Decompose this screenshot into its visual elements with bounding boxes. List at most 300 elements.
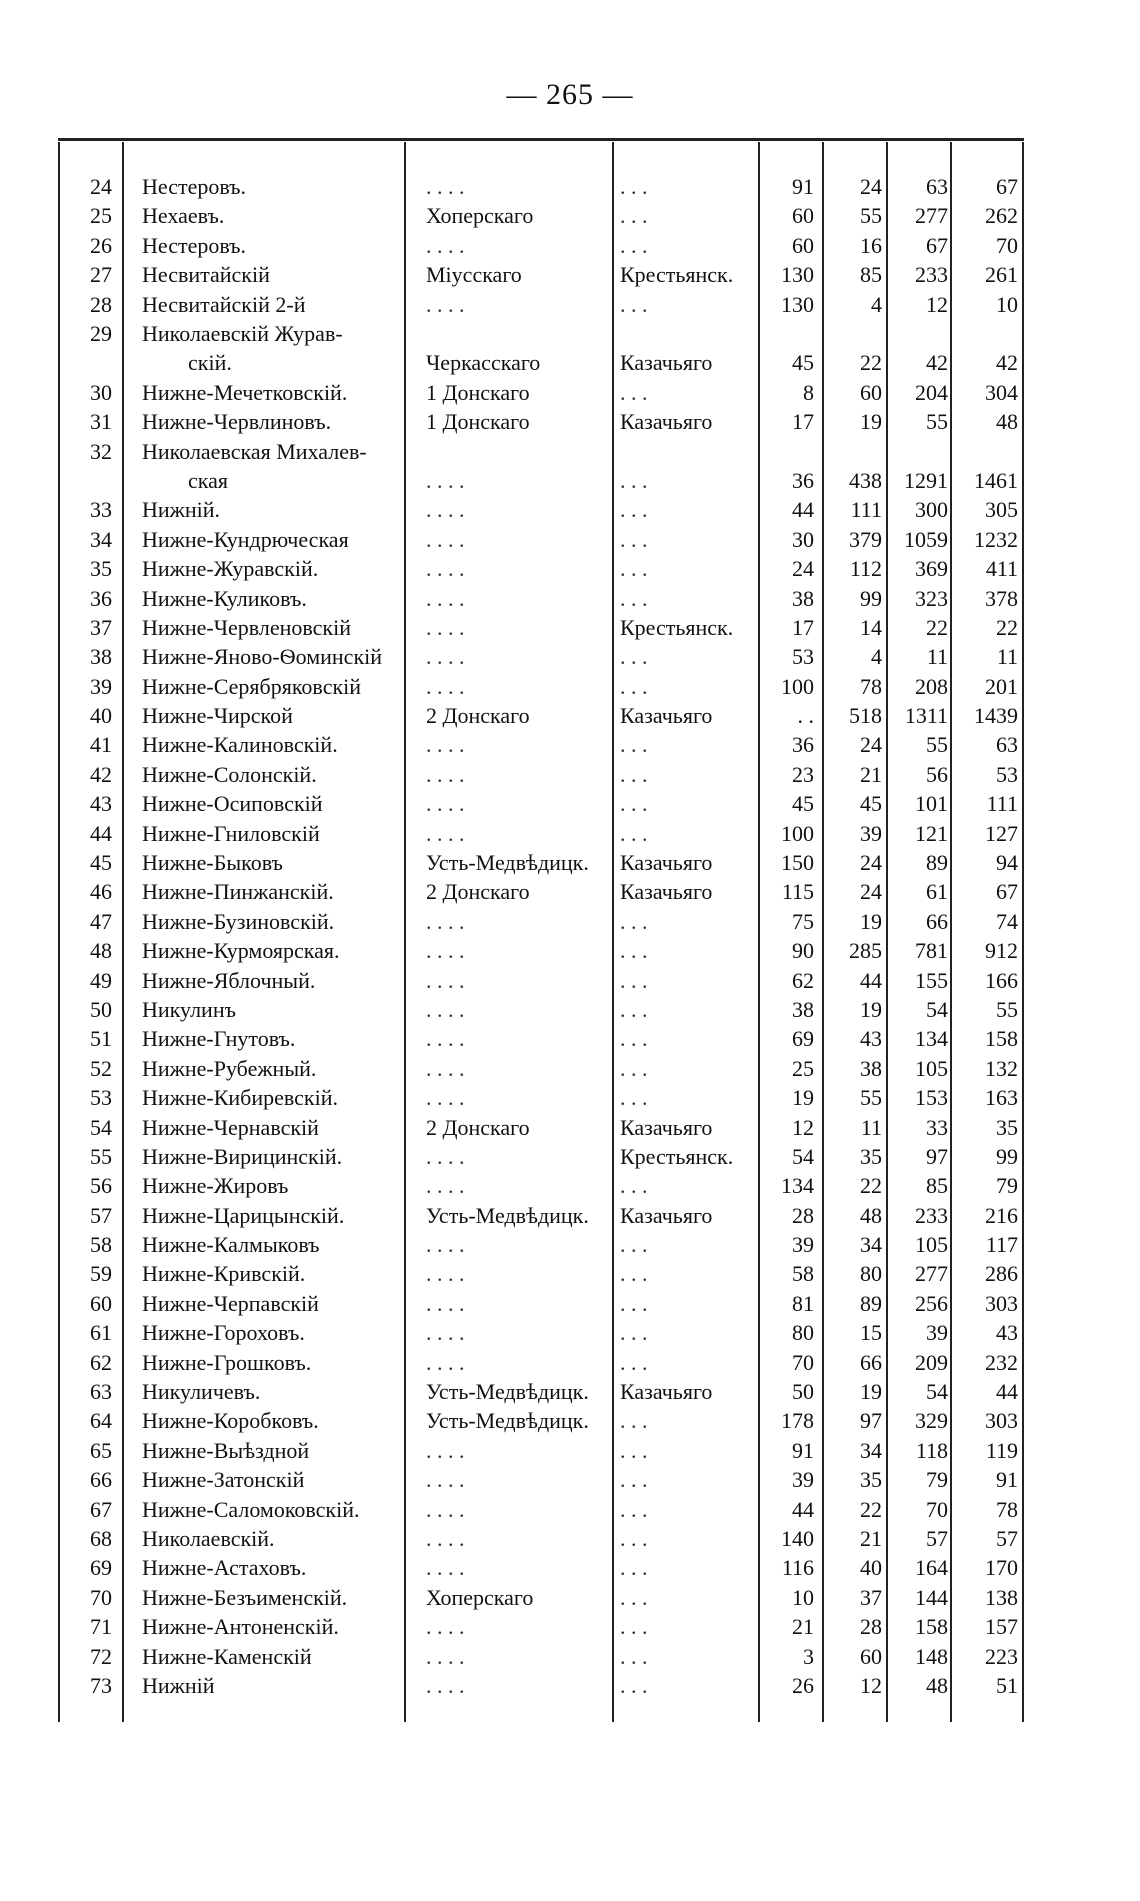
value-col-3: 1311 (904, 703, 948, 729)
value-col-2: 438 (849, 467, 882, 493)
district-name: . . . . (426, 614, 465, 640)
table-row (58, 1171, 1024, 1200)
district-name: . . . . (426, 820, 465, 846)
value-col-4: 35 (996, 1114, 1018, 1140)
settlement-name: Нижне-Выѣздной (142, 1437, 310, 1463)
settlement-name (142, 437, 442, 496)
table-row (58, 1553, 1024, 1582)
value-col-4: 11 (996, 644, 1018, 670)
settlement-class: . . . (620, 497, 648, 523)
settlement-class: . . . (620, 938, 648, 964)
value-col-2: 40 (860, 1555, 882, 1581)
table-row (58, 1259, 1024, 1288)
value-col-3: 277 (915, 203, 948, 229)
settlement-name: Нижне-Пинжанскій. (142, 879, 334, 905)
value-col-4: 216 (985, 1202, 1018, 1228)
row-number: 73 (90, 1672, 112, 1698)
table-body (58, 172, 1024, 1700)
value-col-1: 116 (781, 1555, 814, 1581)
value-col-1: 58 (792, 1261, 814, 1287)
table-row (58, 1024, 1024, 1053)
value-col-4: 43 (996, 1320, 1018, 1346)
district-name: . . . . (426, 1261, 465, 1287)
value-col-3: 153 (915, 1085, 948, 1111)
value-col-2: 24 (860, 879, 882, 905)
settlement-class: Казачьяго (620, 409, 713, 435)
value-col-3: 1059 (904, 526, 948, 552)
settlement-class: . . . (620, 203, 648, 229)
district-name: . . . . (426, 732, 465, 758)
district-name: . . . . (426, 526, 465, 552)
settlement-name: Нижне-Гниловскій (142, 820, 320, 846)
value-col-1: 10 (792, 1584, 814, 1610)
settlement-name-line-1: Николаевская Михалев- (142, 438, 367, 464)
settlement-name: Нижне-Черпавскій (142, 1290, 319, 1316)
settlement-class: . . . (620, 1496, 648, 1522)
settlement-name: Несвитайскій (142, 262, 270, 288)
table-top-rule (58, 138, 1024, 141)
table-row (58, 319, 1024, 378)
table-row (58, 378, 1024, 407)
value-col-4: 201 (985, 673, 1018, 699)
settlement-class: . . . (620, 732, 648, 758)
value-col-2: 97 (860, 1408, 882, 1434)
row-number: 43 (90, 791, 112, 817)
value-col-3: 67 (926, 232, 948, 258)
value-col-3: 233 (915, 262, 948, 288)
value-col-4: 117 (985, 1232, 1018, 1258)
table-row (58, 1113, 1024, 1142)
value-col-3: 57 (926, 1526, 948, 1551)
settlement-name: Нижне-Гнутовъ. (142, 1026, 296, 1052)
district-name: . . . . (426, 1614, 465, 1640)
settlement-class: . . . (620, 1085, 648, 1111)
value-col-2: 48 (860, 1202, 882, 1228)
value-col-4: 91 (996, 1467, 1018, 1493)
settlement-class: . . . (620, 1643, 648, 1669)
value-col-2: 43 (860, 1026, 882, 1052)
value-col-3: 54 (926, 1379, 948, 1405)
settlement-name: Нижне-Чернавскій (142, 1114, 319, 1140)
value-col-1: 130 (781, 291, 814, 317)
value-col-1: 70 (792, 1349, 814, 1375)
value-col-2: 19 (860, 409, 882, 435)
value-col-1: 60 (792, 203, 814, 229)
row-number: 58 (90, 1232, 112, 1258)
district-name: . . . . (426, 232, 465, 258)
value-col-2: 35 (860, 1143, 882, 1169)
settlement-class: . . . (620, 232, 648, 258)
value-col-3: 323 (915, 585, 948, 611)
value-col-1: 24 (792, 556, 814, 582)
settlement-class: . . . (620, 996, 648, 1022)
settlement-name: Нижне-Быковъ (142, 850, 283, 876)
value-col-1: 44 (792, 1496, 814, 1522)
row-number: 48 (90, 938, 112, 964)
value-col-1: 38 (792, 996, 814, 1022)
table-row (58, 907, 1024, 936)
table-row (58, 290, 1024, 319)
value-col-3: 61 (926, 879, 948, 905)
settlement-class: Казачьяго (620, 1202, 713, 1228)
district-name: Хоперскаго (426, 1584, 534, 1610)
settlement-class: . . . (620, 1526, 648, 1551)
row-number: 42 (90, 761, 112, 787)
table-row (58, 231, 1024, 260)
district-name: Усть-Медвѣдицк. (426, 1379, 589, 1405)
value-col-3: 56 (926, 761, 948, 787)
settlement-class: Крестьянск. (620, 614, 734, 640)
value-col-2: 44 (860, 967, 882, 993)
value-col-4: 157 (985, 1614, 1018, 1640)
district-name: . . . . (426, 585, 465, 611)
value-col-3: 79 (926, 1467, 948, 1493)
value-col-4: 303 (985, 1408, 1018, 1434)
district-name: . . . . (426, 644, 465, 670)
settlement-class: . . . (620, 820, 648, 846)
settlement-name: Нижне-Куликовъ. (142, 585, 307, 611)
settlement-class: . . . (620, 1437, 648, 1463)
value-col-1: 30 (792, 526, 814, 552)
value-col-2: 80 (860, 1261, 882, 1287)
value-col-1: 134 (781, 1173, 814, 1199)
table-row (58, 1612, 1024, 1641)
value-col-1: 12 (792, 1114, 814, 1140)
value-col-2: 22 (860, 1173, 882, 1199)
value-col-3: 256 (915, 1290, 948, 1316)
row-number: 27 (90, 262, 112, 288)
value-col-3: 277 (915, 1261, 948, 1287)
row-number: 71 (90, 1614, 112, 1640)
value-col-4: 378 (985, 585, 1018, 611)
value-col-4: 1461 (974, 467, 1018, 493)
value-col-1: 17 (792, 409, 814, 435)
value-col-3: 781 (915, 938, 948, 964)
value-col-1: 69 (792, 1026, 814, 1052)
value-col-1: 3 (803, 1643, 814, 1669)
district-name: . . . . (426, 467, 465, 493)
value-col-4: 78 (996, 1496, 1018, 1522)
settlement-name: Нижне-Каменскій (142, 1643, 312, 1669)
settlement-class: . . . (620, 1261, 648, 1287)
value-col-3: 134 (915, 1026, 948, 1052)
value-col-2: 19 (860, 1379, 882, 1405)
row-number: 33 (90, 497, 112, 523)
table-row (58, 789, 1024, 818)
value-col-4: 411 (985, 556, 1018, 582)
district-name: Усть-Медвѣдицк. (426, 850, 589, 876)
settlement-name: Нижній. (142, 497, 221, 523)
table-row (58, 1289, 1024, 1318)
settlement-class: . . . (620, 526, 648, 552)
settlement-class: . . . (620, 1055, 648, 1081)
value-col-1: 75 (792, 908, 814, 934)
table-row (58, 554, 1024, 583)
district-name: . . . . (426, 291, 465, 317)
value-col-4: 22 (996, 614, 1018, 640)
district-name: 2 Донскаго (426, 703, 530, 729)
row-number: 26 (90, 232, 112, 258)
value-col-3: 55 (926, 732, 948, 758)
table-row (58, 936, 1024, 965)
settlement-name: Нижне-Затонскій (142, 1467, 305, 1493)
district-name: . . . . (426, 1526, 465, 1551)
table-row (58, 1230, 1024, 1259)
district-name: Черкасскаго (426, 350, 541, 376)
table-row (58, 1436, 1024, 1465)
settlement-name: Нижній (142, 1672, 215, 1698)
district-name: . . . . (426, 967, 465, 993)
value-col-4: 48 (996, 409, 1018, 435)
row-number: 34 (90, 526, 112, 552)
value-col-2: 12 (860, 1672, 882, 1698)
table-row (58, 437, 1024, 496)
value-col-2: 19 (860, 908, 882, 934)
table-row (58, 407, 1024, 436)
value-col-2: 21 (860, 1526, 882, 1551)
row-number: 41 (90, 732, 112, 758)
settlement-class: . . . (620, 1467, 648, 1493)
value-col-3: 63 (926, 174, 948, 199)
settlement-class: Казачьяго (620, 703, 713, 729)
district-name: 2 Донскаго (426, 879, 530, 905)
value-col-4: 261 (985, 262, 1018, 288)
value-col-4: 127 (985, 820, 1018, 846)
value-col-2: 24 (860, 174, 882, 199)
value-col-2: 111 (850, 497, 882, 523)
settlement-name (142, 319, 442, 378)
value-col-4: 99 (996, 1143, 1018, 1169)
value-col-3: 233 (915, 1202, 948, 1228)
value-col-3: 148 (915, 1643, 948, 1669)
settlement-name: Николаевскій. (142, 1526, 275, 1551)
table-row (58, 995, 1024, 1024)
value-col-2: 4 (871, 644, 882, 670)
table-row (58, 584, 1024, 613)
table-row (58, 1465, 1024, 1494)
row-number: 57 (90, 1202, 112, 1228)
row-number: 25 (90, 203, 112, 229)
settlement-name: Нижне-Безъименскій. (142, 1584, 348, 1610)
table-row (58, 1142, 1024, 1171)
value-col-2: 22 (860, 350, 882, 376)
value-col-3: 70 (926, 1496, 948, 1522)
settlement-class: . . . (620, 644, 648, 670)
value-col-1: 19 (792, 1085, 814, 1111)
table-row (58, 260, 1024, 289)
table-row (58, 672, 1024, 701)
value-col-3: 105 (915, 1232, 948, 1258)
settlement-class: . . . (620, 1320, 648, 1346)
value-col-2: 28 (860, 1614, 882, 1640)
row-number: 65 (90, 1437, 112, 1463)
settlement-class: Крестьянск. (620, 262, 734, 288)
settlement-name-line-2: ская (188, 467, 229, 493)
settlement-class: . . . (620, 174, 648, 199)
value-col-2: 11 (860, 1114, 882, 1140)
settlement-name: Несвитайскій 2-й (142, 291, 306, 317)
value-col-4: 170 (985, 1555, 1018, 1581)
table-row (58, 172, 1024, 201)
settlement-name: Нижне-Червлиновъ. (142, 409, 332, 435)
row-number: 51 (90, 1026, 112, 1052)
value-col-3: 22 (926, 614, 948, 640)
row-number: 28 (90, 291, 112, 317)
settlement-name: Нижне-Курмоярская. (142, 938, 340, 964)
settlement-name: Нижне-Серябряковскій (142, 673, 362, 699)
row-number: 24 (90, 174, 112, 199)
value-col-4: 262 (985, 203, 1018, 229)
value-col-3: 144 (915, 1584, 948, 1610)
table-row (58, 495, 1024, 524)
table-row (58, 1583, 1024, 1612)
district-name: 1 Донскаго (426, 409, 530, 435)
row-number: 67 (90, 1496, 112, 1522)
table-row (58, 1406, 1024, 1435)
value-col-3: 121 (915, 820, 948, 846)
value-col-2: 45 (860, 791, 882, 817)
settlement-name: Нижне-Кривскій. (142, 1261, 306, 1287)
value-col-4: 67 (996, 174, 1018, 199)
district-name: . . . . (426, 1085, 465, 1111)
row-number: 46 (90, 879, 112, 905)
settlement-class: . . . (620, 967, 648, 993)
value-col-1: 80 (792, 1320, 814, 1346)
district-name: . . . . (426, 761, 465, 787)
settlement-name: Нижне-Яблочный. (142, 967, 316, 993)
value-col-1: 39 (792, 1232, 814, 1258)
value-col-2: 19 (860, 996, 882, 1022)
value-col-1: 178 (781, 1408, 814, 1434)
settlement-class: Крестьянск. (620, 1143, 734, 1169)
value-col-3: 1291 (904, 467, 948, 493)
row-number: 61 (90, 1320, 112, 1346)
district-name: . . . . (426, 1232, 465, 1258)
settlement-name: Нестеровъ. (142, 232, 247, 258)
district-name: . . . . (426, 556, 465, 582)
table-row (58, 819, 1024, 848)
row-number: 64 (90, 1408, 112, 1434)
row-number: 39 (90, 673, 112, 699)
value-col-3: 105 (915, 1055, 948, 1081)
settlement-name: Нижне-Червленовскій (142, 614, 351, 640)
settlement-class: Казачьяго (620, 879, 713, 905)
value-col-4: 67 (996, 879, 1018, 905)
value-col-2: 85 (860, 262, 882, 288)
table-row (58, 877, 1024, 906)
value-col-4: 305 (985, 497, 1018, 523)
row-number: 36 (90, 585, 112, 611)
value-col-2: 34 (860, 1232, 882, 1258)
value-col-2: 55 (860, 203, 882, 229)
settlement-class: . . . (620, 1672, 648, 1698)
value-col-3: 39 (926, 1320, 948, 1346)
value-col-4: 70 (996, 232, 1018, 258)
value-col-4: 10 (996, 291, 1018, 317)
value-col-2: 38 (860, 1055, 882, 1081)
settlement-class: Казачьяго (620, 850, 713, 876)
row-number: 32 (90, 438, 112, 464)
settlement-name: Никуличевъ. (142, 1379, 261, 1405)
value-col-4: 166 (985, 967, 1018, 993)
value-col-4: 44 (996, 1379, 1018, 1405)
district-name: . . . . (426, 1555, 465, 1581)
value-col-2: 78 (860, 673, 882, 699)
settlement-name: Нестеровъ. (142, 174, 247, 199)
row-number: 63 (90, 1379, 112, 1405)
value-col-1: 17 (792, 614, 814, 640)
value-col-4: 158 (985, 1026, 1018, 1052)
settlement-name: Нижне-Кибиревскій. (142, 1085, 339, 1111)
table-row (58, 1524, 1024, 1553)
district-name: . . . . (426, 996, 465, 1022)
settlement-name: Нижне-Яново-Ѳоминскій (142, 644, 383, 670)
value-col-2: 518 (849, 703, 882, 729)
value-col-2: 112 (849, 556, 882, 582)
page-number: — 265 — (506, 78, 634, 111)
settlement-class: Казачьяго (620, 1114, 713, 1140)
value-col-3: 12 (926, 291, 948, 317)
district-name: . . . . (426, 174, 465, 199)
settlement-class: . . . (620, 379, 648, 405)
value-col-1: 36 (792, 467, 814, 493)
settlement-class: . . . (620, 761, 648, 787)
value-col-1: 45 (792, 791, 814, 817)
value-col-1: 140 (781, 1526, 814, 1551)
settlement-class: . . . (620, 1614, 648, 1640)
table-row (58, 1201, 1024, 1230)
district-name: . . . . (426, 1643, 465, 1669)
settlement-class: . . . (620, 585, 648, 611)
value-col-2: 285 (849, 938, 882, 964)
value-col-4: 57 (996, 1526, 1018, 1551)
value-col-3: 164 (915, 1555, 948, 1581)
value-col-1: 100 (781, 820, 814, 846)
table-row (58, 1054, 1024, 1083)
row-number: 55 (90, 1143, 112, 1169)
row-number: 66 (90, 1467, 112, 1493)
value-col-2: 379 (849, 526, 882, 552)
row-number: 31 (90, 409, 112, 435)
value-col-2: 4 (871, 291, 882, 317)
value-col-1: 150 (781, 850, 814, 876)
district-name: . . . . (426, 1437, 465, 1463)
settlement-name: Нижне-Царицынскій. (142, 1202, 345, 1228)
district-name: . . . . (426, 908, 465, 934)
value-col-4: 51 (996, 1672, 1018, 1698)
row-number: 52 (90, 1055, 112, 1081)
row-number: 53 (90, 1085, 112, 1111)
value-col-3: 66 (926, 908, 948, 934)
value-col-2: 37 (860, 1584, 882, 1610)
row-number: 49 (90, 967, 112, 993)
row-number: 45 (90, 850, 112, 876)
row-number: 29 (90, 320, 112, 346)
table-row (58, 1377, 1024, 1406)
settlement-name: Нижне-Рубежный. (142, 1055, 317, 1081)
value-col-1: 28 (792, 1202, 814, 1228)
value-col-3: 97 (926, 1143, 948, 1169)
table-row (58, 1671, 1024, 1700)
row-number: 59 (90, 1261, 112, 1287)
settlement-name: Нижне-Кундрюческая (142, 526, 349, 552)
district-name: . . . . (426, 1055, 465, 1081)
row-number: 38 (90, 644, 112, 670)
settlement-name: Нижне-Коробковъ. (142, 1408, 319, 1434)
value-col-1: 23 (792, 761, 814, 787)
district-name: 1 Донскаго (426, 379, 530, 405)
table-row (58, 730, 1024, 759)
